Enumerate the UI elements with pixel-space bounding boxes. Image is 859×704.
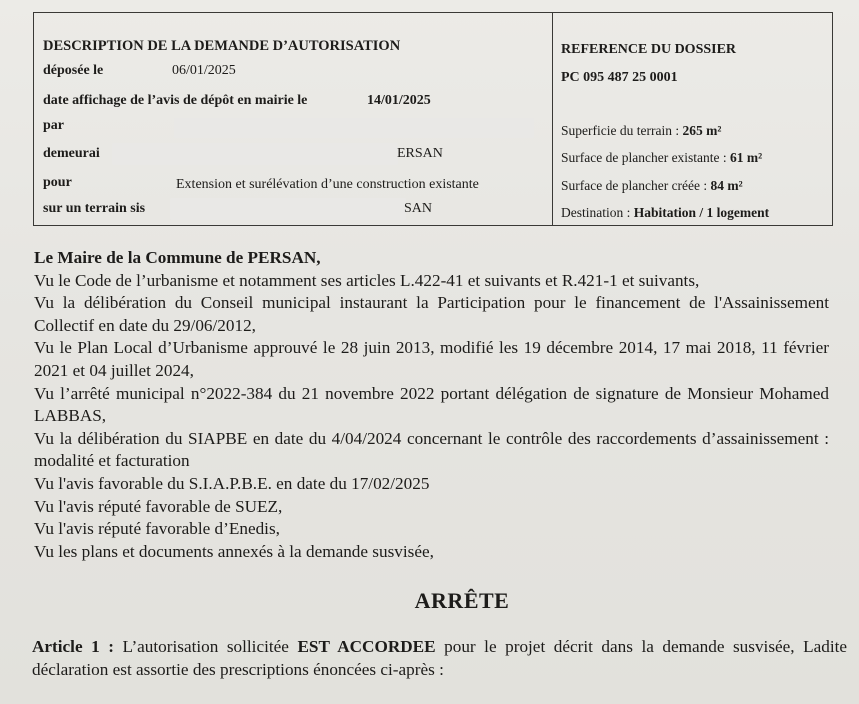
considerations-block	[34, 247, 829, 563]
vu-item: Vu l'avis favorable du S.I.A.P.B.E. en date du 17/02/2025	[34, 473, 430, 493]
plancher-cree-value: 84 m²	[710, 178, 743, 193]
article-text-end: pour le projet décrit dans la demande susvisée, Ladite déclaration est assortie des prescriptions énoncées ci-après :	[32, 637, 848, 679]
pour-value: Extension et surélévation d’une construction existante	[176, 177, 479, 192]
plancher-existant-row	[561, 150, 762, 166]
redacted-terrain	[170, 198, 406, 220]
dossier-reference-cell	[553, 13, 832, 225]
plancher-cree-label: Surface de plancher créée :	[561, 178, 708, 193]
request-description-table	[33, 12, 833, 226]
arrete-heading: ARRÊTE	[414, 588, 510, 613]
demeurant-label: demeurai	[43, 146, 100, 161]
article-emphasis: EST ACCORDEE	[297, 637, 436, 656]
vu-item: Vu la délibération du SIAPBE en date du 4/04/2024 concernant le contrôle des raccordements d’assainissement : modalité et facturation	[34, 428, 829, 471]
demeurant-value: ERSAN	[397, 146, 443, 161]
pour-label: pour	[43, 175, 72, 190]
vu-item: Vu le Plan Local d’Urbanisme approuvé le 28 juin 2013, modifié les 19 décembre 2014, 17 mai 2018, 11 février 2021 et 04 juillet 2024,	[34, 338, 829, 380]
vu-item: Vu l'avis réputé favorable de SUEZ,	[34, 496, 283, 516]
affichage-date: 14/01/2025	[367, 93, 431, 108]
destination-label: Destination :	[561, 205, 631, 220]
superficie-label: Superficie du terrain :	[561, 123, 680, 138]
redacted-address	[112, 143, 398, 165]
affichage-label: date affichage de l’avis de dépôt en mairie le	[43, 93, 308, 108]
mayor-heading: Le Maire de la Commune de PERSAN,	[34, 248, 321, 267]
article-label: Article 1 :	[32, 637, 114, 656]
plancher-existant-value: 61 m²	[730, 150, 763, 165]
reference-number: PC 095 487 25 0001	[561, 70, 678, 85]
plancher-existant-label: Surface de plancher existante :	[561, 150, 727, 165]
destination-value: Habitation / 1 logement	[633, 205, 770, 220]
depose-date: 06/01/2025	[172, 63, 236, 78]
article-1-paragraph	[32, 635, 847, 681]
superficie-value: 265 m²	[682, 123, 722, 138]
vu-item: Vu l’arrêté municipal n°2022-384 du 21 novembre 2022 portant délégation de signature de Monsieur Mohamed LABBAS,	[34, 383, 829, 426]
depose-label: déposée le	[43, 63, 104, 78]
redacted-applicant	[174, 118, 534, 138]
reference-title: REFERENCE DU DOSSIER	[561, 42, 737, 57]
vu-item: Vu l'avis réputé favorable d’Enedis,	[34, 519, 280, 539]
description-title: DESCRIPTION DE LA DEMANDE D’AUTORISATION	[43, 38, 401, 54]
plancher-cree-row	[561, 178, 743, 194]
vu-item: Vu le Code de l’urbanisme et notamment ses articles L.422-41 et suivants et R.421-1 et suivants,	[34, 270, 700, 290]
article-1	[32, 635, 847, 681]
terrain-value: SAN	[404, 201, 433, 216]
terrain-label: sur un terrain sis	[43, 201, 146, 216]
vu-item: Vu les plans et documents annexés à la demande susvisée,	[34, 541, 434, 561]
par-label: par	[43, 118, 64, 133]
vu-item: Vu la délibération du Conseil municipal instaurant la Participation pour le financement de l'Assainissement Collectif en date du 29/06/2012,	[34, 293, 829, 335]
article-text-start: L’autorisation sollicitée	[113, 637, 298, 656]
superficie-row	[561, 123, 721, 139]
destination-row	[561, 205, 769, 221]
request-description-cell	[34, 13, 553, 225]
